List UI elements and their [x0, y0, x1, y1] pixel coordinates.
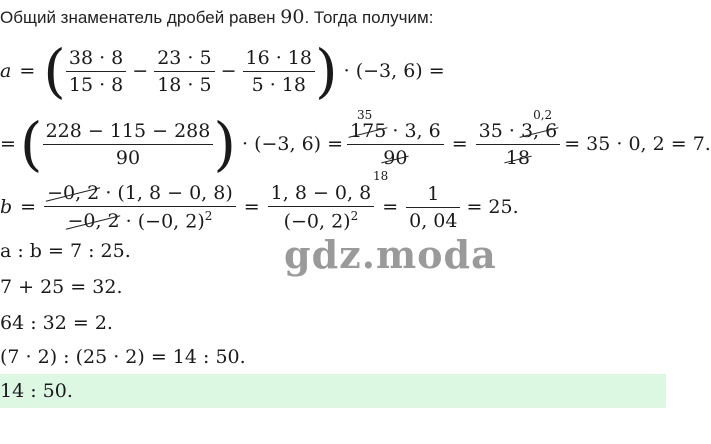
- equation-line-b: [0, 176, 519, 238]
- fraction-2-den: 18 · 5: [157, 73, 212, 96]
- fraction-b1-num: [44, 182, 236, 207]
- fraction-b2-num: 1, 8 − 0, 8: [268, 182, 375, 207]
- fraction-b1-den: [44, 207, 236, 232]
- den-text: (−0, 2): [283, 210, 351, 233]
- fraction-3-num: 16 · 18: [243, 47, 315, 72]
- fraction-reduced: [347, 107, 444, 183]
- fraction-1: [66, 47, 126, 96]
- open-paren: (: [19, 110, 43, 178]
- equals-start: =: [0, 133, 16, 155]
- struck-90: 90: [383, 146, 408, 169]
- factor: · (−3, 6) =: [242, 133, 344, 155]
- intro-before: Общий знаменатель дробей равен: [0, 8, 281, 27]
- num-rest: · (1, 8 − 0, 8): [105, 181, 233, 204]
- fraction-b1: [44, 182, 236, 232]
- var-a: a: [0, 60, 12, 82]
- struck-175: 175: [350, 119, 387, 142]
- equals-3: =: [382, 196, 399, 218]
- num-35: 35 ·: [478, 119, 515, 142]
- fraction-1-num: 38 · 8: [66, 47, 126, 72]
- struck-36: 3, 6: [520, 119, 558, 142]
- reduced-above: 35: [357, 107, 373, 122]
- intro-text: [0, 6, 433, 28]
- fraction-1-den: 15 · 8: [68, 73, 124, 96]
- fraction-sum-den: 90: [115, 146, 141, 169]
- fraction-2-num: 23 · 5: [154, 47, 214, 72]
- equation-line-a: [0, 37, 445, 105]
- minus-1: −: [132, 60, 149, 82]
- equals: =: [20, 196, 37, 218]
- fraction-3-den: 5 · 18: [251, 73, 306, 96]
- exponent-2: 2: [350, 208, 359, 223]
- division-line: 64 : 32 = 2.: [0, 312, 113, 334]
- struck-num: −0, 2: [47, 181, 100, 204]
- open-paren: (: [43, 37, 66, 105]
- struck-18: 18: [505, 146, 530, 169]
- intro-value: 90: [280, 6, 305, 28]
- fraction-2: [154, 47, 214, 96]
- close-paren: ): [213, 110, 236, 178]
- reduced-above-2: 0,2: [533, 107, 553, 122]
- close-paren: ): [315, 37, 338, 105]
- den-rest: · (−0, 2): [125, 210, 205, 233]
- fraction-sum: [43, 120, 214, 169]
- fraction-reduced-num: [347, 107, 444, 145]
- exponent: 2: [204, 208, 213, 223]
- fraction-final-den: [476, 145, 561, 169]
- equals: =: [19, 60, 36, 82]
- equals-2: =: [243, 196, 260, 218]
- fraction-reduced-den: [347, 145, 444, 183]
- fraction-3: [243, 47, 315, 96]
- equation-line-2: [0, 107, 711, 183]
- fraction-b3-den: 0, 04: [409, 209, 458, 232]
- struck-den: −0, 2: [67, 210, 120, 233]
- fraction-sum-num: 228 − 115 − 288: [43, 120, 214, 145]
- fraction-b2: [268, 182, 375, 232]
- answer: 14 : 50.: [0, 380, 73, 402]
- fraction-final-num: [476, 107, 561, 145]
- result-7: = 35 · 0, 2 = 7.: [564, 133, 711, 155]
- answer-highlight: [0, 374, 666, 408]
- var-b: b: [0, 196, 13, 218]
- fraction-b3: [406, 183, 460, 232]
- fraction-b2-den: [268, 207, 375, 232]
- scaled-ratio-line: (7 · 2) : (25 · 2) = 14 : 50.: [0, 346, 246, 368]
- intro-after: . Тогда получим:: [304, 8, 434, 27]
- fraction-b3-num: 1: [406, 183, 460, 208]
- reduced-below: 18: [373, 168, 389, 183]
- factor: · (−3, 6) =: [343, 60, 445, 82]
- watermark-logo: gdz.moda: [284, 232, 497, 277]
- ratio-line: a : b = 7 : 25.: [0, 240, 131, 262]
- equals-2: =: [451, 133, 468, 155]
- sum-line: 7 + 25 = 32.: [0, 276, 123, 298]
- minus-2: −: [220, 60, 237, 82]
- result-25: = 25.: [466, 196, 519, 218]
- fraction-final: [476, 107, 561, 169]
- num-rest: · 3, 6: [392, 119, 441, 142]
